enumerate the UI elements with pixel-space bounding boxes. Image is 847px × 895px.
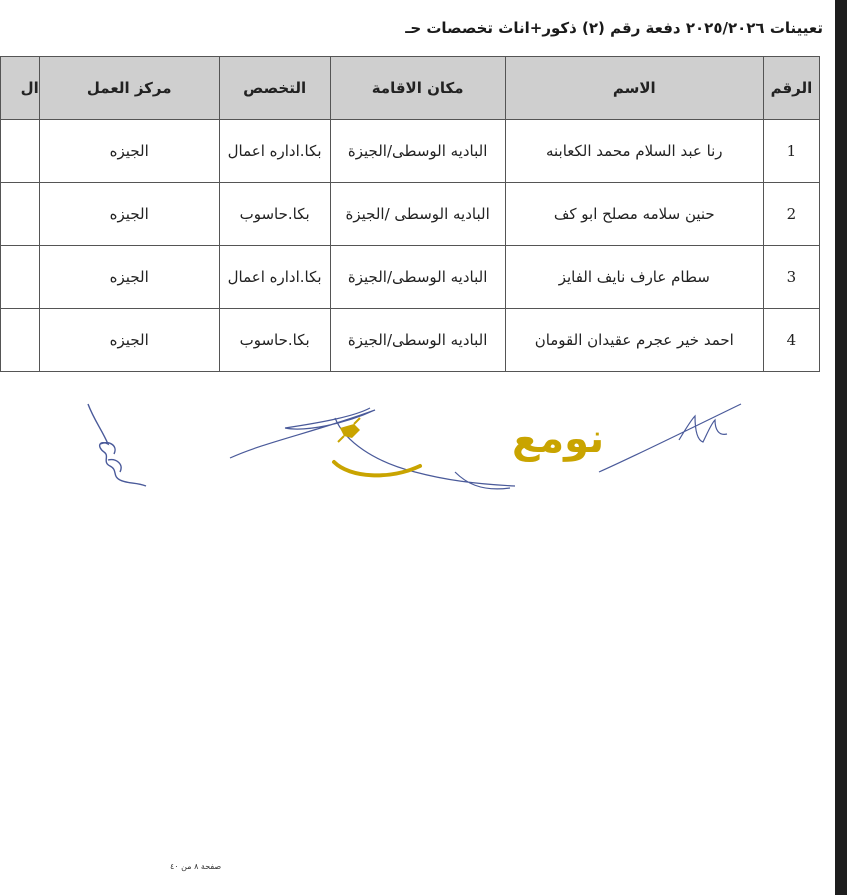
cell-work-center: الجيزه: [39, 183, 219, 246]
cell-residence: الباديه الوسطى/الجيزة: [330, 120, 505, 183]
cell-number: 2: [763, 183, 819, 246]
cell-cut: [1, 120, 40, 183]
table-row: [1, 309, 820, 372]
cell-work-center: الجيزه: [39, 246, 219, 309]
cell-specialty: بكا.حاسوب: [219, 183, 330, 246]
cell-residence: الباديه الوسطى /الجيزة: [330, 183, 505, 246]
header-name: الاسم: [505, 57, 763, 120]
cell-number: 1: [763, 120, 819, 183]
cell-cut: [1, 183, 40, 246]
table-row: [1, 183, 820, 246]
header-number: الرقم: [763, 57, 819, 120]
table-row: [1, 120, 820, 183]
table-row: [1, 246, 820, 309]
cell-residence: الباديه الوسطى/الجيزة: [330, 309, 505, 372]
signature-right: [595, 400, 745, 480]
appointments-table: [0, 56, 820, 372]
table-header-row: [1, 57, 820, 120]
cell-cut: [1, 246, 40, 309]
cell-number: 4: [763, 309, 819, 372]
cell-work-center: الجيزه: [39, 309, 219, 372]
cell-name: سطام عارف نايف الفايز: [505, 246, 763, 309]
cell-name: احمد خير عجرم عقيدان القومان: [505, 309, 763, 372]
cell-work-center: الجيزه: [39, 120, 219, 183]
header-residence: مكان الاقامة: [330, 57, 505, 120]
cell-name: رنا عبد السلام محمد الكعابنه: [505, 120, 763, 183]
cell-residence: الباديه الوسطى/الجيزة: [330, 246, 505, 309]
cell-cut: [1, 309, 40, 372]
cell-specialty: بكا.اداره اعمال: [219, 246, 330, 309]
page-edge-shadow: [835, 0, 847, 895]
cell-specialty: بكا.اداره اعمال: [219, 120, 330, 183]
signature-left: [80, 400, 160, 490]
page-footer: صفحة ٨ من ٤٠: [170, 862, 222, 871]
header-work-center: مركز العمل: [39, 57, 219, 120]
cell-number: 3: [763, 246, 819, 309]
document-title: تعيينات ٢٠٢٥/٢٠٢٦ دفعة رقم (٢) ذكور+اناث تخصصات حـ: [405, 19, 823, 37]
cell-specialty: بكا.حاسوب: [219, 309, 330, 372]
header-cut-column: ال: [1, 57, 40, 120]
svg-text:نومع: نومع: [512, 416, 605, 462]
ammon-watermark-logo: [330, 408, 605, 488]
header-specialty: التخصص: [219, 57, 330, 120]
cell-name: حنين سلامه مصلح ابو كف: [505, 183, 763, 246]
